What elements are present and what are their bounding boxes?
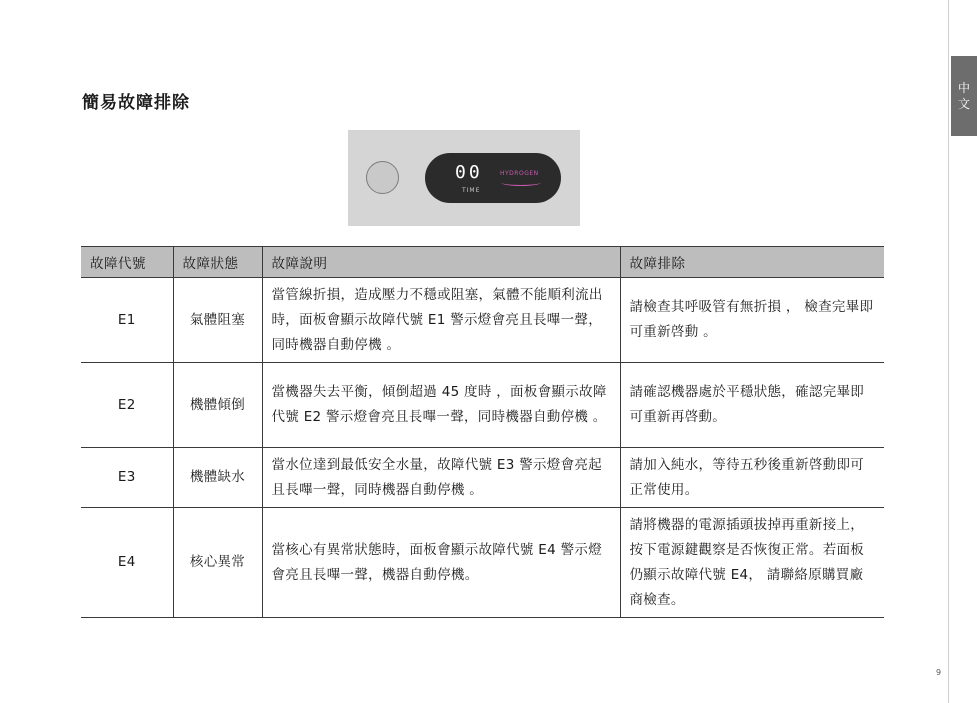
fault-solution: 請將機器的電源插頭拔掉再重新接上，按下電源鍵觀察是否恢復正常。若面板仍顯示故障代號 E4， 請聯絡原購買廠商檢查。 <box>620 508 884 618</box>
display-screen <box>425 153 561 203</box>
table-row <box>81 278 884 363</box>
fault-code: E4 <box>81 508 173 618</box>
header-fault-state: 故障狀態 <box>173 247 262 278</box>
header-fault-code: 故障代號 <box>81 247 173 278</box>
fault-table <box>81 246 884 618</box>
display-brand-label: HYDROGEN <box>500 170 539 177</box>
fault-code: E2 <box>81 363 173 448</box>
fault-state: 機體傾倒 <box>173 363 262 448</box>
header-fault-solution: 故障排除 <box>620 247 884 278</box>
display-time-label: TIME <box>462 187 481 194</box>
fault-solution: 請檢查其呼吸管有無折損 ， 檢查完畢即可重新啓動 。 <box>620 278 884 363</box>
section-title: 簡易故障排除 <box>82 93 190 113</box>
fault-state: 核心異常 <box>173 508 262 618</box>
fault-solution: 請加入純水，等待五秒後重新啓動即可正常使用。 <box>620 448 884 508</box>
fault-code: E3 <box>81 448 173 508</box>
power-button-icon <box>366 161 399 194</box>
table-row <box>81 448 884 508</box>
fault-description: 當水位達到最低安全水量，故障代號 E3 警示燈會亮起且長嗶一聲，同時機器自動停機 。 <box>262 448 620 508</box>
table-row <box>81 508 884 618</box>
fault-code: E1 <box>81 278 173 363</box>
header-fault-description: 故障說明 <box>262 247 620 278</box>
fault-description: 當機器失去平衡，傾倒超過 45 度時 ，面板會顯示故障代號 E2 警示燈會亮且長嗶一聲，同時機器自動停機 。 <box>262 363 620 448</box>
brand-swoosh-icon <box>501 179 541 186</box>
fault-description: 當管線折損，造成壓力不穩或阻塞，氣體不能順利流出時，面板會顯示故障代號 E1 警示燈會亮且長嗶一聲，同時機器自動停機 。 <box>262 278 620 363</box>
page-number: 9 <box>936 668 942 677</box>
display-digits: 00 <box>455 162 483 183</box>
language-tab-char-1: 中 <box>957 81 970 95</box>
language-tab[interactable] <box>951 56 977 136</box>
table-header-row <box>81 247 884 278</box>
fault-solution: 請確認機器處於平穩狀態，確認完畢即可重新再啓動。 <box>620 363 884 448</box>
fault-state: 機體缺水 <box>173 448 262 508</box>
fault-description: 當核心有異常狀態時，面板會顯示故障代號 E4 警示燈會亮且長嗶一聲，機器自動停機。 <box>262 508 620 618</box>
control-panel-illustration <box>348 130 580 226</box>
language-tab-char-2: 文 <box>957 97 970 111</box>
fault-state: 氣體阻塞 <box>173 278 262 363</box>
table-row <box>81 363 884 448</box>
page-edge-rule <box>948 0 949 703</box>
